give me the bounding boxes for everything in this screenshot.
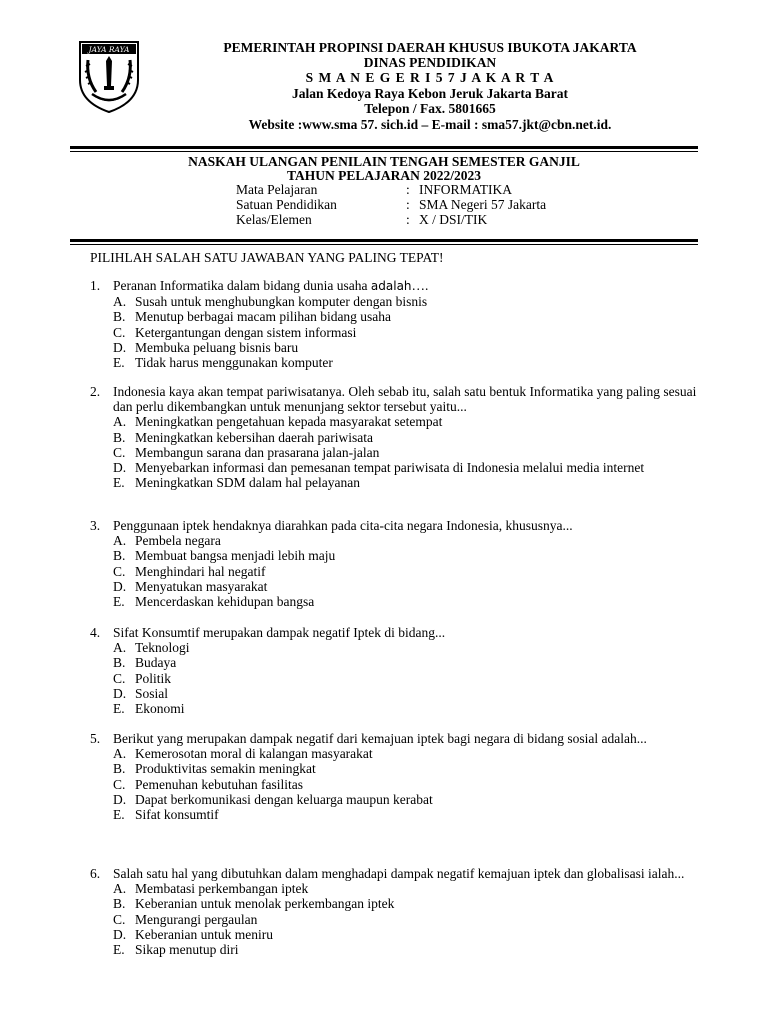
info-colon: :: [406, 182, 410, 197]
option-e: E. Meningkatkan SDM dalam hal pelayanan: [113, 475, 360, 491]
header-rule-thick: [70, 146, 698, 149]
option-b: B. Membuat bangsa menjadi lebih maju: [113, 548, 336, 564]
question-stem: Indonesia kaya akan tempat pariwisatanya. Oleh sebab itu, salah satu bentuk Informatika yang paling sesuai dan perlu dikembangkan untuk menunjang sektor tersebut yaitu...: [113, 384, 697, 415]
option-b: B. Meningkatkan kebersihan daerah pariwisata: [113, 429, 374, 445]
question-stem: Penggunaan iptek hendaknya diarahkan pada cita-cita negara Indonesia, khususnya...: [113, 518, 573, 533]
option-a: A. Susah untuk menghubungkan komputer dengan bisnis: [113, 294, 428, 310]
question-number: 3.: [90, 518, 101, 533]
option-e: E. Ekonomi: [113, 701, 185, 717]
header-address: Jalan Kedoya Raya Kebon Jeruk Jakarta Barat: [291, 86, 568, 101]
option-b: B. Keberanian untuk menolak perkembangan iptek: [113, 896, 395, 912]
header-school-name: S M A N E G E R I 5 7 J A K A R T A: [305, 70, 555, 85]
option-d: D. Sosial: [113, 685, 169, 701]
option-a: A. Pembela negara: [113, 533, 221, 549]
option-e: E. Mencerdaskan kehidupan bangsa: [113, 594, 315, 610]
question-6: [90, 866, 710, 957]
question-4: [90, 625, 710, 716]
stem-tail: adalah: [370, 279, 412, 293]
info-label: Satuan Pendidikan: [236, 197, 337, 212]
question-stem: Sifat Konsumtif merupakan dampak negatif Iptek di bidang...: [113, 625, 446, 640]
header-department: DINAS PENDIDIKAN: [363, 55, 497, 70]
question-number: 6.: [90, 866, 101, 881]
option-c: C. Pemenuhan kebutuhan fasilitas: [113, 776, 303, 792]
question-3: [90, 518, 710, 609]
option-d: D. Menyebarkan informasi dan pemesanan tempat pariwisata di Indonesia melalui media internet: [113, 460, 645, 476]
question-stem: Berikut yang merupakan dampak negatif dari kemajuan iptek bagi negara di bidang sosial adalah...: [113, 731, 647, 746]
option-e: E. Tidak harus menggunakan komputer: [113, 355, 333, 371]
option-d: D. Keberanian untuk meniru: [113, 926, 273, 942]
stem-dots: ….: [411, 278, 429, 293]
question-number: 4.: [90, 625, 101, 640]
info-label: Mata Pelajaran: [236, 182, 318, 197]
exam-year: TAHUN PELAJARAN 2022/2023: [286, 168, 481, 183]
question-number: 1.: [90, 278, 101, 293]
option-a: A. Kemerosotan moral di kalangan masyarakat: [113, 746, 373, 762]
info-rule-thick: [70, 239, 698, 242]
option-b: B. Produktivitas semakin meningkat: [113, 761, 316, 777]
option-b: B. Budaya: [113, 655, 177, 671]
option-a: A. Teknologi: [113, 640, 190, 656]
option-e: E. Sikap menutup diri: [113, 942, 239, 958]
question-2: [90, 384, 710, 490]
info-colon: :: [406, 197, 410, 212]
option-c: C. Ketergantungan dengan sistem informasi: [113, 324, 357, 340]
instruction: PILIHLAH SALAH SATU JAWABAN YANG PALING TEPAT!: [90, 250, 444, 265]
option-d: D. Menyatukan masyarakat: [113, 578, 268, 594]
header-rule-thin: [70, 151, 698, 152]
option-d: D. Membuka peluang bisnis baru: [113, 339, 299, 355]
question-1: [90, 278, 710, 370]
option-c: C. Politik: [113, 670, 172, 686]
header-contact: Website :www.sma 57. sich.id – E-mail : sma57.jkt@cbn.net.id.: [248, 117, 612, 132]
question-5: [90, 731, 710, 822]
question-number: 5.: [90, 731, 101, 746]
question-stem: Salah satu hal yang dibutuhkan dalam menghadapi dampak negatif kemajuan iptek dan globalisasi ialah...: [113, 866, 685, 881]
question-number: 2.: [90, 384, 101, 399]
option-a: A. Meningkatkan pengetahuan kepada masyarakat setempat: [113, 414, 443, 430]
info-value: X / DSI/TIK: [419, 212, 488, 227]
info-colon: :: [406, 212, 410, 227]
header-phone: Telepon / Fax. 5801665: [364, 101, 496, 116]
option-a: A. Membatasi perkembangan iptek: [113, 881, 309, 897]
exam-title: NASKAH ULANGAN PENILAIN TENGAH SEMESTER GANJIL: [188, 154, 580, 169]
option-c: C. Menghindari hal negatif: [113, 563, 266, 579]
question-stem: Peranan Informatika dalam bidang dunia usaha adalah….: [113, 278, 429, 293]
option-d: D. Dapat berkomunikasi dengan keluarga maupun kerabat: [113, 791, 433, 807]
info-value: INFORMATIKA: [419, 182, 513, 197]
header-government: PEMERINTAH PROPINSI DAERAH KHUSUS IBUKOTA JAKARTA: [223, 40, 637, 55]
option-c: C. Membangun sarana dan prasarana jalan-jalan: [113, 444, 380, 460]
option-e: E. Sifat konsumtif: [113, 807, 219, 823]
option-b: B. Menutup berbagai macam pilihan bidang usaha: [113, 309, 392, 325]
option-c: C. Mengurangi pergaulan: [113, 911, 258, 927]
jakarta-emblem-logo: [78, 40, 140, 114]
info-label: Kelas/Elemen: [236, 212, 312, 227]
info-value: SMA Negeri 57 Jakarta: [419, 197, 547, 212]
svg-text:JAYA RAYA: JAYA RAYA: [88, 45, 130, 54]
info-rule-thin: [70, 244, 698, 245]
